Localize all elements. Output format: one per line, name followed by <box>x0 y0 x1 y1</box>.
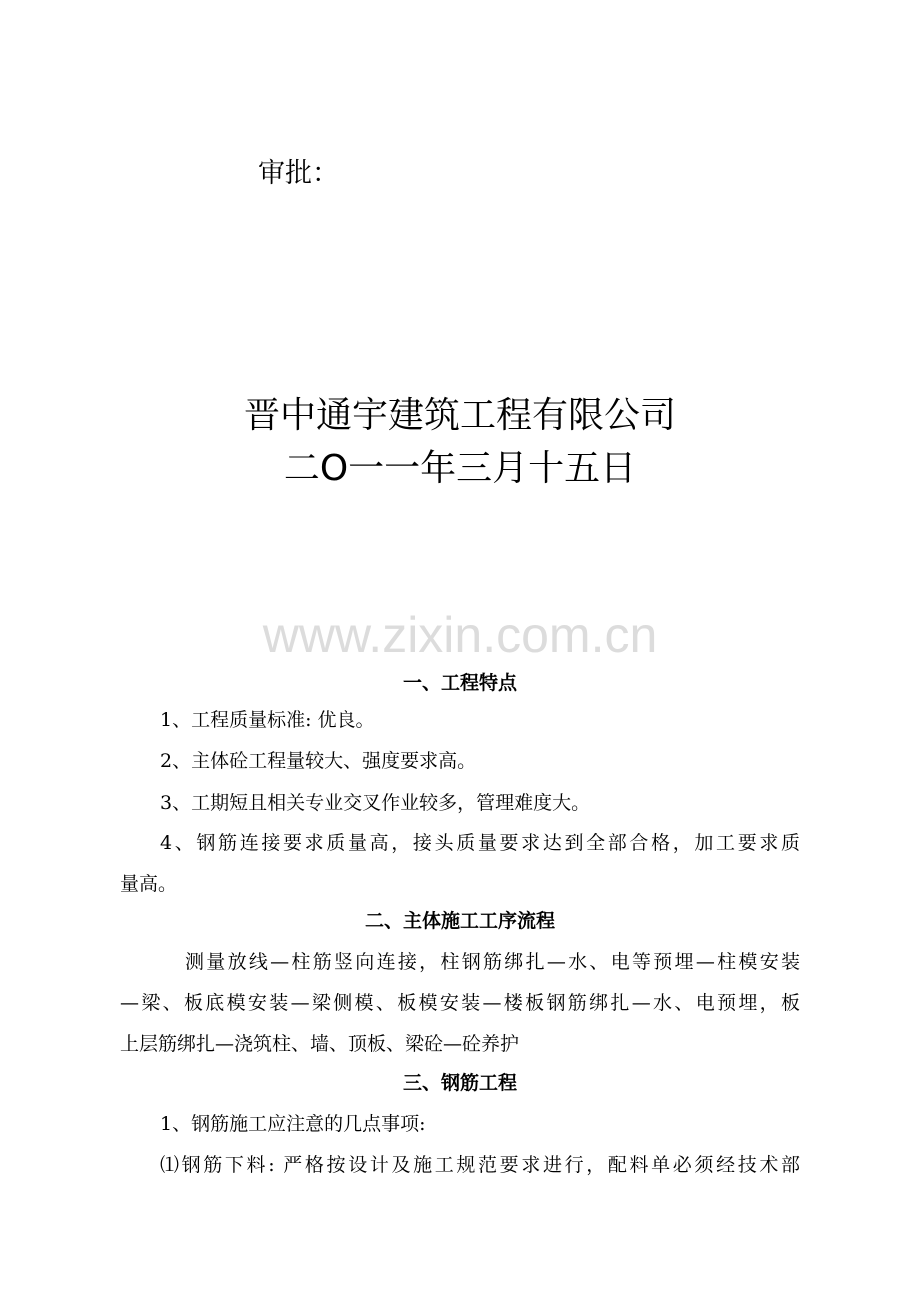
process-flow-line1: 测量放线—柱筋竖向连接，柱钢筋绑扎—水、电等预埋—柱模安装 <box>185 951 800 973</box>
company-name: 晋中通宇建筑工程有限公司 <box>243 395 676 436</box>
feature-item-1: 1、工程质量标准: 优良。 <box>160 709 375 731</box>
feature-item-4-line1: 4、钢筋连接要求质量高，接头质量要求达到全部合格，加工要求质 <box>160 832 800 854</box>
section-heading-process-flow: 二、主体施工工序流程 <box>364 910 555 932</box>
process-flow-line2: —梁、板底模安装—梁侧模、板模安装—楼板钢筋绑扎—水、电预埋，板 <box>120 992 800 1014</box>
feature-item-2: 2、主体砼工程量较大、强度要求高。 <box>160 750 477 772</box>
rebar-item-1: 1、钢筋施工应注意的几点事项: <box>160 1113 426 1135</box>
section-heading-project-features: 一、工程特点 <box>402 672 517 694</box>
section-heading-rebar-works: 三、钢筋工程 <box>402 1072 517 1094</box>
process-flow-line3: 上层筋绑扎—浇筑柱、墙、顶板、梁砼—砼养护 <box>120 1033 520 1055</box>
feature-item-4-line2: 量高。 <box>120 873 178 895</box>
approval-label: 审批： <box>258 158 339 189</box>
rebar-item-2-line1: ⑴钢筋下料: 严格按设计及施工规范要求进行，配料单必须经技术部 <box>160 1154 800 1176</box>
feature-item-3: 3、工期短且相关专业交叉作业较多，管理难度大。 <box>160 792 591 814</box>
watermark: www.zixin.com.cn <box>262 607 658 663</box>
document-date: 二O一一年三月十五日 <box>283 448 637 489</box>
